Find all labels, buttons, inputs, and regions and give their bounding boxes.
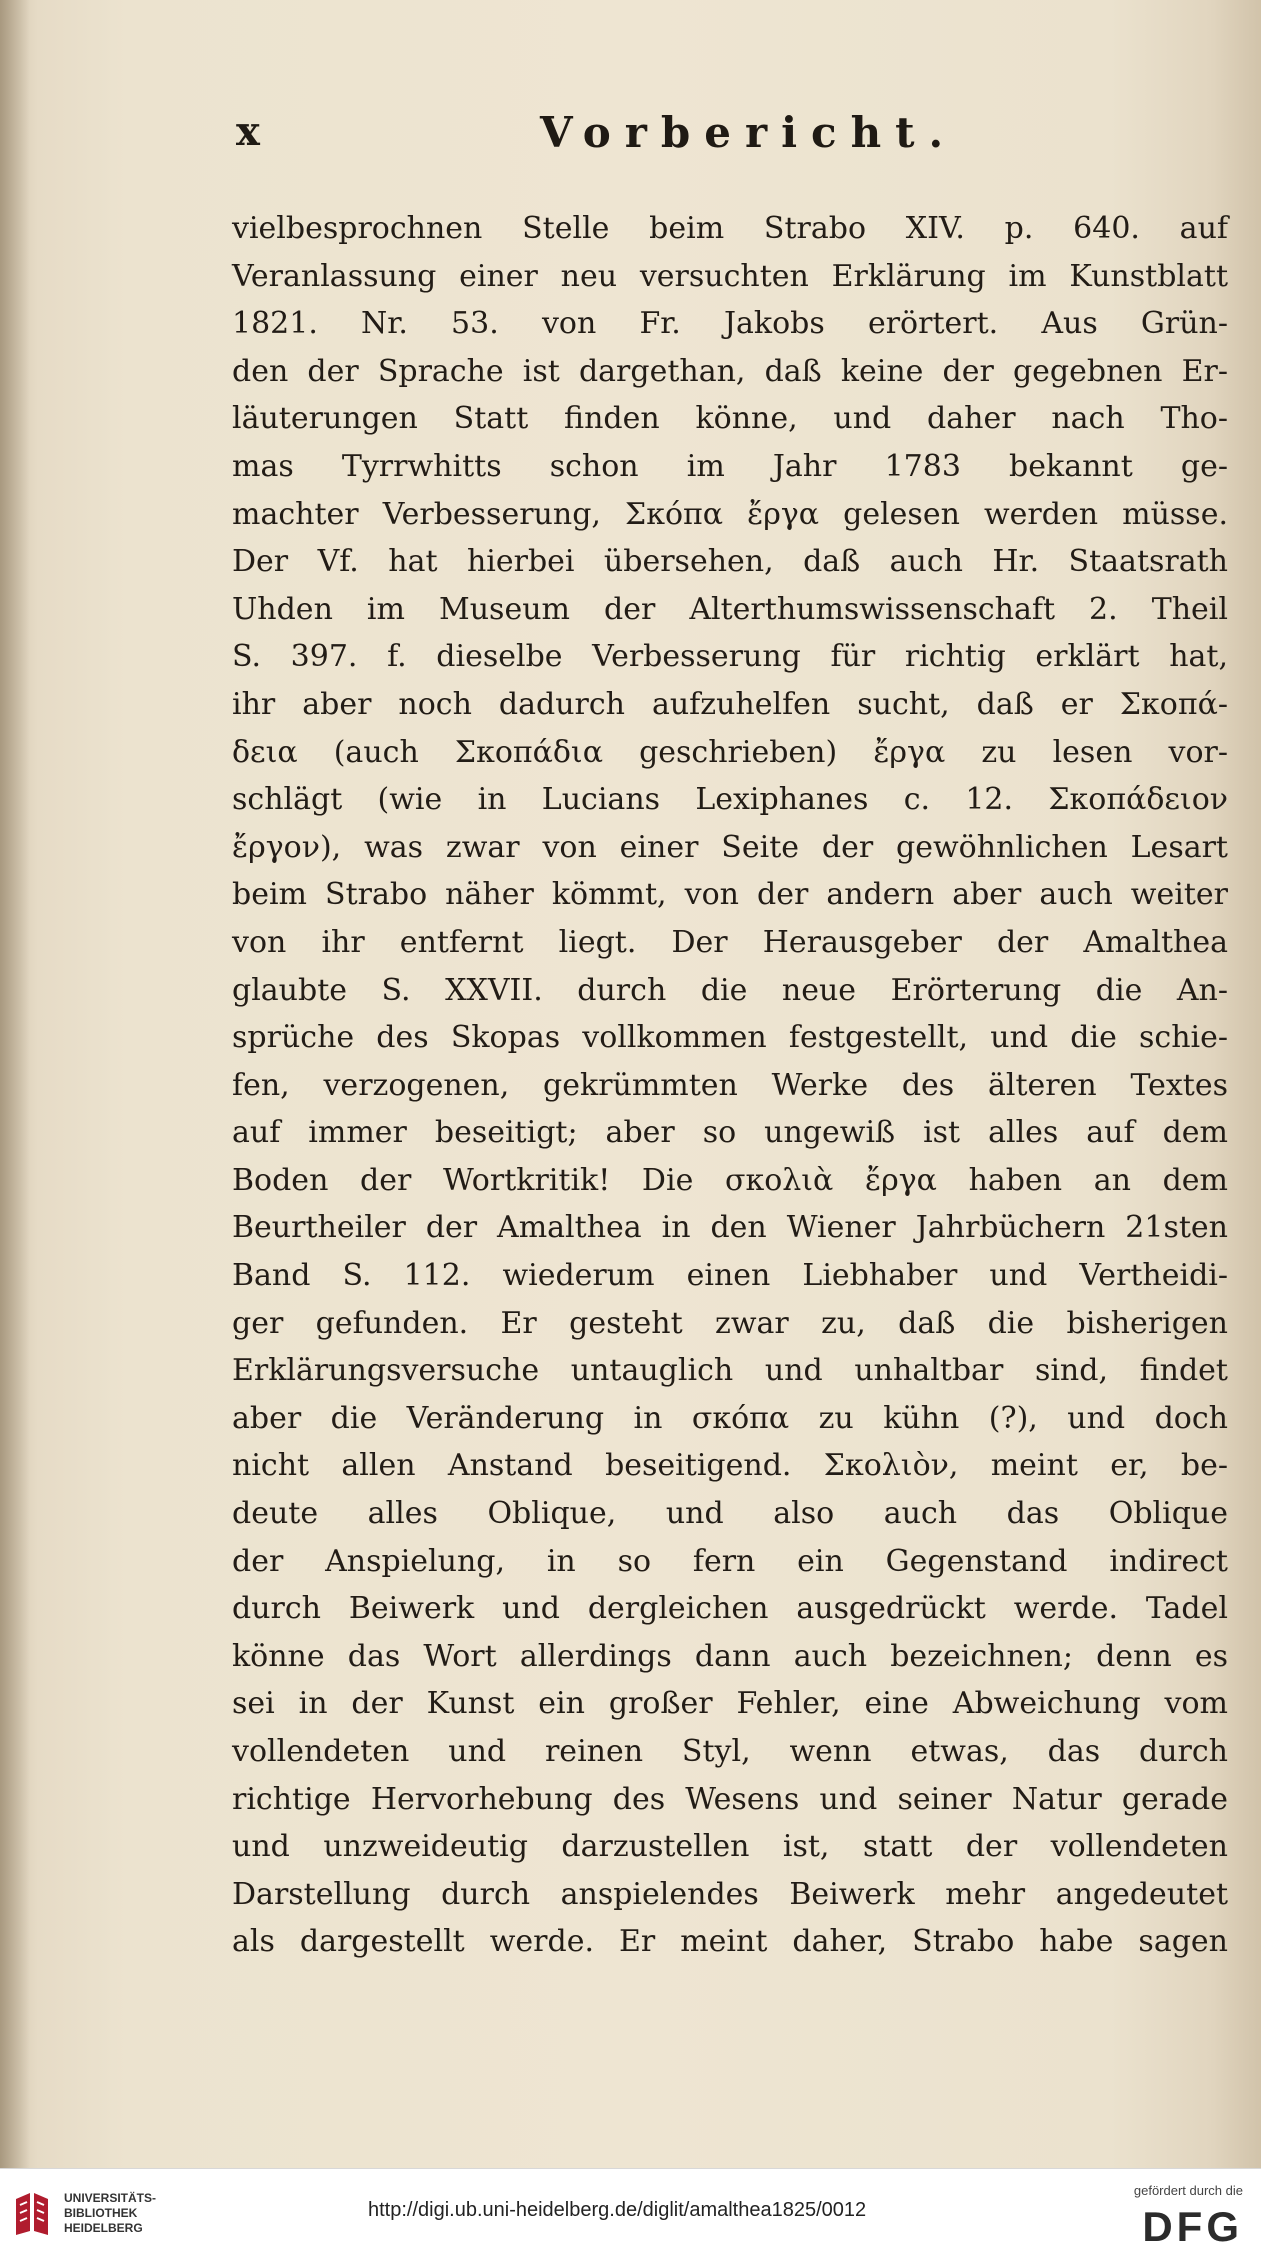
text-line: sprüche des Skopas vollkommen festgestellt, und die schie-	[232, 1020, 1228, 1056]
text-line: den der Sprache ist dargethan, daß keine der gegebnen Er-	[232, 353, 1228, 389]
page-number: x	[236, 108, 260, 155]
text-line: durch Beiwerk und dergleichen ausgedrückt werde. Tadel	[232, 1591, 1228, 1627]
text-line: Beurtheiler der Amalthea in den Wiener Jahrbüchern 21sten	[232, 1210, 1228, 1246]
dfg-logo: DFG	[1142, 2203, 1243, 2250]
text-line: nicht allen Anstand beseitigend. Σκολιὸν, meint er, be-	[232, 1448, 1228, 1484]
text-line: Darstellung durch anspielendes Beiwerk mehr angedeutet	[232, 1876, 1228, 1912]
text-line: ἔργον), was zwar von einer Seite der gewöhnlichen Lesart	[232, 829, 1228, 865]
text-line: S. 397. f. dieselbe Verbesserung für richtig erklärt hat,	[232, 639, 1228, 675]
text-line: machter Verbesserung, Σκόπα ἔργα gelesen werden müsse.	[232, 496, 1228, 532]
text-line: schlägt (wie in Lucians Lexiphanes c. 12. Σκοπάδειον	[232, 782, 1228, 818]
text-line: Veranlassung einer neu versuchten Erklärung im Kunstblatt	[232, 258, 1228, 294]
text-line: und unzweideutig darzustellen ist, statt der vollendeten	[232, 1829, 1228, 1865]
text-line: mas Tyrrwhitts schon im Jahr 1783 bekannt ge-	[232, 448, 1228, 484]
funder-caption: gefördert durch die	[1133, 2183, 1243, 2198]
text-line: könne das Wort allerdings dann auch bezeichnen; denn es	[232, 1638, 1228, 1674]
text-line: Uhden im Museum der Alterthumswissenschaft 2. Theil	[232, 591, 1228, 627]
text-line: läuterungen Statt finden könne, und daher nach Tho-	[232, 401, 1228, 437]
text-line: Boden der Wortkritik! Die σκολιὰ ἔργα haben an dem	[232, 1162, 1228, 1198]
spine-shadow	[0, 0, 30, 2168]
text-line: 1821. Nr. 53. von Fr. Jakobs erörtert. Aus Grün-	[232, 306, 1228, 342]
text-line: vielbesprochnen Stelle beim Strabo XIV. p. 640. auf	[232, 211, 1228, 246]
running-title: Vorbericht.	[540, 108, 958, 157]
text-line: sei in der Kunst ein großer Fehler, eine Abweichung vom	[232, 1686, 1228, 1722]
page-header	[0, 108, 1261, 168]
text-line: aber die Veränderung in σκόπα zu kühn (?), und doch	[232, 1400, 1228, 1436]
library-name-line: HEIDELBERG	[64, 2221, 143, 2235]
text-line: als dargestellt werde. Er meint daher, Strabo habe sagen	[232, 1924, 1228, 1960]
text-line: beim Strabo näher kömmt, von der andern aber auch weiter	[232, 877, 1228, 913]
text-line: glaubte S. XXVII. durch die neue Erörterung die An-	[232, 972, 1228, 1008]
library-name-line: BIBLIOTHEK	[64, 2206, 138, 2220]
text-line: deute alles Oblique, und also auch das Oblique	[232, 1496, 1228, 1532]
text-line: der Anspielung, in so fern ein Gegenstand indirect	[232, 1543, 1228, 1579]
text-line: vollendeten und reinen Styl, wenn etwas, das durch	[232, 1734, 1228, 1769]
text-line: Band S. 112. wiederum einen Liebhaber und Vertheidi-	[232, 1258, 1228, 1294]
library-name-line: UNIVERSITÄTS-	[64, 2191, 157, 2205]
university-library-name	[64, 2191, 156, 2236]
text-line: Erklärungsversuche untauglich und unhaltbar sind, findet	[232, 1353, 1228, 1389]
text-line: von ihr entfernt liegt. Der Herausgeber der Amalthea	[232, 924, 1228, 960]
text-line: ger gefunden. Er gesteht zwar zu, daß die bisherigen	[232, 1305, 1228, 1341]
text-line: Der Vf. hat hierbei übersehen, daß auch Hr. Staatsrath	[232, 544, 1228, 580]
footer-bar	[0, 2168, 1261, 2259]
text-line: ihr aber noch dadurch aufzuhelfen sucht, daß er Σκοπά-	[232, 686, 1228, 722]
permalink-url[interactable]: http://digi.ub.uni-heidelberg.de/diglit/amalthea1825/0012	[368, 2199, 867, 2221]
university-library-logo-icon	[12, 2191, 52, 2237]
text-line: auf immer beseitigt; aber so ungewiß ist alles auf dem	[232, 1115, 1228, 1151]
text-line: richtige Hervorhebung des Wesens und seiner Natur gerade	[232, 1781, 1228, 1817]
body-text	[232, 205, 1232, 1966]
text-line: δεια (auch Σκοπάδια geschrieben) ἔργα zu lesen vor-	[232, 734, 1229, 770]
text-line: fen, verzogenen, gekrümmten Werke des älteren Textes	[232, 1067, 1228, 1103]
